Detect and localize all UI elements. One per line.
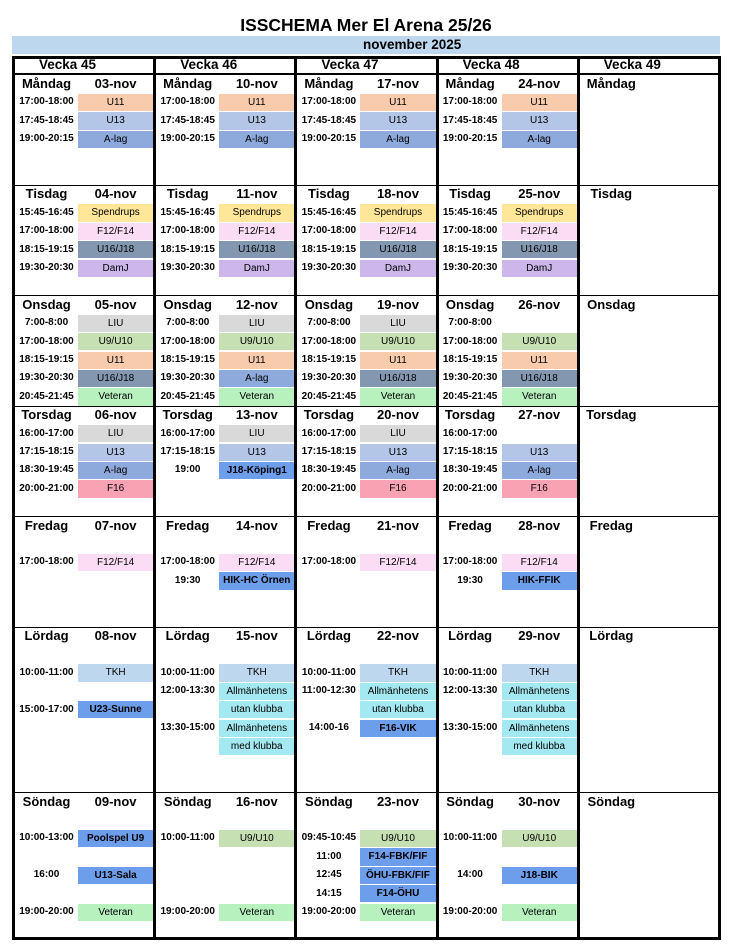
team-cell: F12/F14	[219, 554, 294, 571]
time-slot: 17:00-18:00	[442, 335, 498, 347]
team-cell: A-lag	[78, 131, 153, 148]
time-slot: 7:00-8:00	[307, 317, 351, 329]
time-slot: 19:30-20:30	[442, 372, 498, 384]
time-slot: 12:45	[316, 869, 342, 881]
team-cell: U9/U10	[502, 830, 577, 847]
team-cell: U11	[360, 94, 435, 111]
time-slot: 19:30	[174, 574, 201, 586]
time-slot: 19:00-20:15	[301, 133, 357, 145]
time-slot: 11:00-12:30	[301, 685, 356, 697]
time-slot: 16:00	[33, 869, 60, 881]
time-slot: 17:00-18:00	[301, 96, 357, 108]
match-cell: HIK-HC Örnen	[219, 572, 294, 589]
team-cell: Allmänhetens	[360, 683, 435, 700]
day-date: 30-nov	[518, 793, 561, 809]
team-cell: U11	[219, 94, 294, 111]
day-date: 28-nov	[518, 517, 561, 533]
time-slot: 19:00	[174, 464, 201, 476]
week-column	[297, 56, 435, 940]
time-slot: 19:30-20:30	[442, 262, 498, 273]
day-name: Tisdag	[166, 186, 209, 202]
match-cell: Poolspel U9	[78, 830, 153, 847]
week-label: Vecka 49	[603, 57, 661, 72]
week-column	[156, 56, 294, 940]
team-cell: med klubba	[219, 738, 294, 755]
time-slot: 17:00-18:00	[301, 556, 357, 568]
time-slot: 17:15-18:15	[160, 446, 215, 457]
time-slot: 15:45-16:45	[442, 206, 498, 218]
day-name: Torsdag	[162, 407, 213, 423]
day-name: Måndag	[21, 76, 72, 91]
time-slot: 17:00-18:00	[19, 225, 74, 237]
time-slot: 16:00-17:00	[19, 427, 74, 439]
time-slot: 20:45-21:45	[301, 390, 357, 402]
day-name: Onsdag	[587, 296, 636, 312]
team-cell: Allmänhetens	[219, 683, 294, 700]
time-slot: 10:00-11:00	[443, 832, 498, 844]
day-name: Lördag	[24, 628, 69, 643]
match-cell: F14-FBK/FIF	[360, 848, 435, 865]
time-slot: 12:00-13:30	[160, 685, 215, 697]
time-slot: 17:00-18:00	[301, 225, 357, 237]
time-slot: 10:00-11:00	[19, 666, 74, 678]
match-cell: J18-Köping1	[219, 462, 294, 479]
time-slot: 11:00	[316, 850, 342, 862]
day-date: 22-nov	[377, 628, 419, 643]
time-slot: 18:15-19:15	[301, 354, 357, 365]
time-slot: 12:00-13:30	[442, 685, 498, 697]
day-date: 19-nov	[377, 296, 419, 312]
day-name: Torsdag	[444, 407, 496, 423]
time-slot: 19:00-20:00	[442, 906, 498, 917]
team-cell: U13	[78, 112, 153, 129]
day-name: Söndag	[22, 793, 71, 809]
team-cell: Veteran	[78, 904, 153, 921]
day-date: 21-nov	[377, 517, 419, 533]
match-cell: HIK-FFIK	[502, 572, 577, 589]
day-name: Lördag	[306, 628, 351, 643]
time-slot: 18:15-19:15	[442, 354, 498, 365]
day-name: Måndag	[163, 76, 213, 91]
team-cell: utan klubba	[502, 701, 577, 718]
day-name: Onsdag	[163, 296, 212, 312]
team-cell: TKH	[219, 664, 294, 681]
time-slot: 19:30	[457, 574, 483, 586]
team-cell: LIU	[219, 425, 294, 442]
team-cell: F12/F14	[78, 554, 153, 571]
time-slot: 20:00-21:00	[442, 482, 498, 494]
time-slot: 20:45-21:45	[160, 390, 215, 402]
week-label: Vecka 48	[462, 57, 520, 72]
day-name: Söndag	[305, 793, 353, 809]
time-slot: 16:00-17:00	[442, 427, 498, 439]
day-name: Torsdag	[586, 407, 637, 423]
team-cell: DamJ	[219, 260, 294, 277]
day-name: Måndag	[304, 76, 354, 91]
team-cell: U9/U10	[219, 830, 294, 847]
team-cell: A-lag	[360, 131, 435, 148]
time-slot: 10:00-11:00	[160, 832, 215, 844]
team-cell: Allmänhetens	[502, 720, 577, 737]
time-slot: 16:00-17:00	[160, 427, 215, 439]
time-slot: 17:45-18:45	[442, 114, 498, 126]
day-date: 03-nov	[94, 76, 137, 91]
page-title: ISSCHEMA Mer El Arena 25/26	[240, 15, 492, 35]
team-cell: U13	[502, 444, 577, 461]
time-slot: 19:30-20:30	[19, 372, 74, 384]
time-slot: 17:00-18:00	[442, 96, 498, 108]
day-name: Söndag	[446, 793, 494, 809]
time-slot: 17:45-18:45	[160, 114, 215, 126]
day-date: 04-nov	[94, 186, 137, 202]
time-slot: 19:00-20:15	[19, 133, 74, 145]
week-column	[15, 56, 153, 940]
day-date: 29-nov	[518, 628, 561, 643]
time-slot: 17:00-18:00	[160, 556, 215, 568]
day-date: 07-nov	[94, 517, 137, 533]
team-cell: A-lag	[502, 131, 577, 148]
time-slot: 17:00-18:00	[160, 96, 215, 108]
team-cell: A-lag	[219, 131, 294, 148]
day-name: Måndag	[586, 76, 636, 91]
time-slot: 19:00-20:15	[442, 133, 498, 145]
time-slot: 17:00-18:00	[19, 335, 74, 347]
team-cell: U9/U10	[360, 830, 435, 847]
day-date: 10-nov	[235, 76, 278, 91]
time-slot: 19:00-20:15	[160, 133, 215, 145]
time-slot: 17:00-18:00	[19, 96, 74, 108]
week-column	[439, 56, 577, 940]
team-cell: Veteran	[360, 388, 435, 405]
time-slot: 18:15-19:15	[19, 243, 74, 255]
team-cell: A-lag	[219, 370, 294, 387]
team-cell: F12/F14	[360, 554, 435, 571]
day-date: 13-nov	[235, 407, 278, 423]
day-name: Torsdag	[303, 407, 355, 423]
time-slot: 15:45-16:45	[160, 206, 215, 218]
team-cell: TKH	[502, 664, 577, 681]
week-label: Vecka 47	[321, 57, 379, 72]
time-slot: 17:00-18:00	[160, 225, 215, 237]
team-cell: utan klubba	[360, 701, 435, 718]
team-cell: U11	[502, 94, 577, 111]
day-name: Lördag	[165, 628, 210, 643]
time-slot: 20:45-21:45	[442, 390, 498, 402]
team-cell: Veteran	[219, 904, 294, 921]
day-name: Fredag	[24, 517, 69, 533]
team-cell: DamJ	[360, 260, 435, 277]
team-cell: F12/F14	[502, 554, 577, 571]
team-cell: med klubba	[502, 738, 577, 755]
time-slot: 18:15-19:15	[19, 354, 74, 365]
team-cell: Veteran	[502, 388, 577, 405]
column-divider	[436, 56, 439, 940]
time-slot: 20:45-21:45	[19, 390, 74, 402]
team-cell: F12/F14	[502, 223, 577, 240]
time-slot: 19:30-20:30	[301, 262, 357, 273]
day-name: Fredag	[166, 517, 210, 533]
time-slot: 17:00-18:00	[301, 335, 357, 347]
team-cell: U16/J18	[78, 370, 153, 387]
day-name: Måndag	[445, 76, 495, 91]
team-cell: U16/J18	[360, 370, 435, 387]
team-cell: U9/U10	[219, 333, 294, 350]
time-slot: 18:15-19:15	[442, 243, 498, 255]
team-cell: Allmänhetens	[219, 720, 294, 737]
team-cell: U9/U10	[78, 333, 153, 350]
match-cell: U23-Sunne	[78, 701, 153, 718]
day-date: 12-nov	[235, 296, 278, 312]
team-cell: utan klubba	[219, 701, 294, 718]
time-slot: 20:00-21:00	[19, 482, 74, 494]
time-slot: 17:45-18:45	[19, 114, 74, 126]
match-cell: J18-BIK	[502, 867, 577, 884]
day-name: Söndag	[163, 793, 212, 809]
team-cell: U13	[219, 444, 294, 461]
day-date: 17-nov	[377, 76, 419, 91]
team-cell: Spendrups	[360, 204, 435, 221]
time-slot: 19:30-20:30	[301, 372, 357, 384]
time-slot: 17:45-18:45	[301, 114, 357, 126]
day-name: Lördag	[448, 628, 493, 643]
time-slot: 18:30-19:45	[442, 464, 498, 476]
team-cell: Allmänhetens	[502, 683, 577, 700]
match-cell: F16-VIK	[360, 720, 435, 737]
team-cell: Veteran	[502, 904, 577, 921]
week-label: Vecka 45	[39, 57, 97, 72]
day-date: 18-nov	[377, 186, 419, 202]
day-date: 09-nov	[94, 793, 137, 809]
time-slot: 7:00-8:00	[24, 317, 69, 329]
column-divider	[153, 56, 156, 940]
time-slot: 18:15-19:15	[160, 354, 215, 365]
time-slot: 7:00-8:00	[166, 317, 210, 329]
match-cell: U13-Sala	[78, 867, 153, 884]
team-cell: LIU	[219, 315, 294, 332]
team-cell: LIU	[78, 425, 153, 442]
team-cell: U11	[78, 94, 153, 111]
team-cell: Veteran	[78, 388, 153, 405]
day-name: Fredag	[589, 517, 633, 533]
team-cell: TKH	[360, 664, 435, 681]
time-slot: 10:00-11:00	[301, 666, 356, 678]
time-slot: 18:15-19:15	[160, 243, 215, 255]
time-slot: 14:00	[457, 869, 483, 881]
day-date: 27-nov	[518, 407, 561, 423]
team-cell: Spendrups	[502, 204, 577, 221]
time-slot: 7:00-8:00	[448, 317, 492, 329]
team-cell: F16	[502, 480, 577, 497]
month-label: november 2025	[363, 37, 462, 52]
team-cell: U13	[219, 112, 294, 129]
day-date: 11-nov	[236, 186, 278, 202]
day-date: 25-nov	[518, 186, 561, 202]
time-slot: 15:00-17:00	[19, 703, 74, 715]
time-slot: 17:15-18:15	[442, 446, 498, 457]
time-slot: 13:30-15:00	[160, 722, 215, 733]
team-cell: F12/F14	[219, 223, 294, 240]
team-cell: U13	[360, 444, 435, 461]
team-cell: U16/J18	[78, 241, 153, 258]
team-cell: U11	[219, 352, 294, 369]
day-date: 15-nov	[235, 628, 278, 643]
team-cell: F12/F14	[360, 223, 435, 240]
day-date: 20-nov	[377, 407, 419, 423]
team-cell: Spendrups	[219, 204, 294, 221]
time-slot: 17:00-18:00	[442, 225, 498, 237]
time-slot: 19:30-20:30	[160, 372, 215, 384]
day-name: Tisdag	[590, 186, 633, 202]
team-cell: U13	[360, 112, 435, 129]
time-slot: 19:30-20:30	[160, 262, 215, 273]
time-slot: 18:30-19:45	[19, 464, 74, 476]
day-name: Tisdag	[308, 186, 350, 202]
time-slot: 19:00-20:00	[160, 906, 215, 917]
day-name: Onsdag	[304, 296, 354, 312]
time-slot: 17:00-18:00	[19, 556, 74, 568]
time-slot: 15:45-16:45	[19, 206, 74, 218]
team-cell: U16/J18	[502, 241, 577, 258]
team-cell: TKH	[78, 664, 153, 681]
day-date: 26-nov	[518, 296, 561, 312]
team-cell: Veteran	[219, 388, 294, 405]
day-date: 14-nov	[235, 517, 278, 533]
column-divider	[577, 56, 580, 940]
column-divider	[294, 56, 297, 940]
day-name: Fredag	[448, 517, 492, 533]
time-slot: 20:00-21:00	[301, 482, 357, 494]
day-name: Tisdag	[449, 186, 491, 202]
time-slot: 10:00-11:00	[443, 666, 498, 678]
match-cell: F14-ÖHU	[360, 885, 435, 902]
team-cell: F12/F14	[78, 223, 153, 240]
team-cell: U16/J18	[219, 241, 294, 258]
time-slot: 14:00-16	[308, 722, 349, 733]
time-slot: 14:15	[316, 887, 342, 899]
team-cell: U11	[502, 352, 577, 369]
time-slot: 15:45-16:45	[301, 206, 357, 218]
day-date: 08-nov	[94, 628, 137, 643]
time-slot: 17:00-18:00	[160, 335, 215, 347]
time-slot: 18:15-19:15	[301, 243, 357, 255]
team-cell: LIU	[360, 425, 435, 442]
day-date: 23-nov	[377, 793, 419, 809]
team-cell: F16	[360, 480, 435, 497]
team-cell: U13	[502, 112, 577, 129]
day-date: 05-nov	[94, 296, 137, 312]
time-slot: 18:30-19:45	[301, 464, 357, 476]
team-cell: LIU	[78, 315, 153, 332]
time-slot: 10:00-11:00	[160, 666, 215, 678]
day-name: Söndag	[587, 793, 636, 809]
time-slot: 19:00-20:00	[19, 906, 74, 917]
day-name: Tisdag	[25, 186, 68, 202]
day-name: Onsdag	[22, 296, 71, 312]
time-slot: 17:15-18:15	[19, 446, 74, 457]
team-cell: Veteran	[360, 904, 435, 921]
time-slot: 09:45-10:45	[301, 832, 357, 844]
month-banner	[12, 36, 720, 54]
time-slot: 16:00-17:00	[301, 427, 357, 439]
team-cell: LIU	[360, 315, 435, 332]
team-cell: U13	[78, 444, 153, 461]
day-date: 24-nov	[518, 76, 561, 91]
time-slot: 17:00-18:00	[442, 556, 498, 568]
team-cell: U9/U10	[360, 333, 435, 350]
week-column	[580, 56, 718, 940]
team-cell: Spendrups	[78, 204, 153, 221]
day-name: Torsdag	[21, 407, 72, 423]
time-slot: 19:00-20:00	[301, 906, 357, 917]
week-label: Vecka 46	[180, 57, 238, 72]
team-cell: U16/J18	[502, 370, 577, 387]
team-cell: DamJ	[502, 260, 577, 277]
time-slot: 10:00-13:00	[19, 832, 74, 844]
team-cell: U16/J18	[360, 241, 435, 258]
team-cell: U9/U10	[502, 333, 577, 350]
day-date: 06-nov	[94, 407, 137, 423]
team-cell: U11	[360, 352, 435, 369]
time-slot: 19:30-20:30	[19, 262, 74, 273]
team-cell: A-lag	[360, 462, 435, 479]
team-cell: F16	[78, 480, 153, 497]
team-cell: DamJ	[78, 260, 153, 277]
team-cell: A-lag	[78, 462, 153, 479]
time-slot: 17:15-18:15	[301, 446, 357, 457]
team-cell: A-lag	[502, 462, 577, 479]
day-name: Onsdag	[445, 296, 495, 312]
day-name: Lördag	[589, 628, 634, 643]
day-name: Fredag	[307, 517, 351, 533]
team-cell: U11	[78, 352, 153, 369]
time-slot: 13:30-15:00	[442, 722, 498, 733]
day-date: 16-nov	[235, 793, 278, 809]
match-cell: ÖHU-FBK/FIF	[360, 867, 435, 884]
